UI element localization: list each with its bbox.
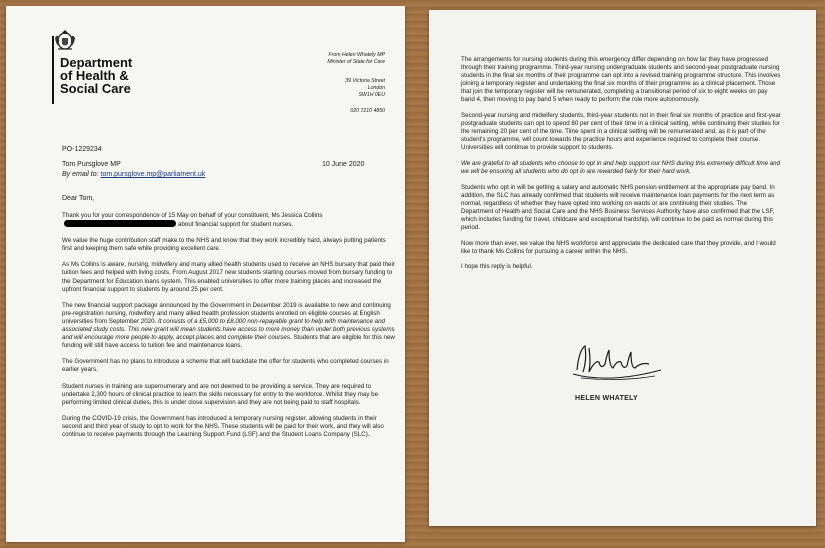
- letter-body-page1: [62, 212, 397, 447]
- paragraph: Student nurses in training are supernumerary and are not deemed to be providing a service. They are required to undertake 2,300 hours of clinical practice to learn the skills necessary for entry to the workforce. Whilst they may be performing limited clinical duties, this is under close supervision and they are not being paid to staff hospitals.: [62, 382, 379, 406]
- sender-address: [345, 78, 385, 99]
- header-rule: [52, 36, 54, 104]
- signature-image: [569, 340, 669, 384]
- paragraph: As Ms Collins is aware, nursing, midwifery and many allied health students used to receive an NHS bursary that paid their tuition fees and helped with living costs. From August 2017 new students starting courses moved from bursary funding to the Department for Education loans system. This enabled universities to offer more training places and increased the upfront financial support to students by around 25 per cent.: [62, 261, 395, 293]
- dept-line: Department: [60, 55, 133, 70]
- paragraph-text-emphasis: This new grant will mean students have access to more money than under both previous systems and will encourage more people to apply, accept places and complete their courses.: [62, 326, 395, 342]
- paragraph: Second-year nursing and midwifery students, third-year students not in their final six months of practice and first-year postgraduate students can opt to spend 80 per cent of their time in a clinical setting, while continuing their studies for the remaining 20 per cent of the time. Time spent in a clinical setting will be remunerated and, as it is part of the student's programme, will count towards the practice hours and experience required to complete their course. Universities will continue to provide support to students.: [461, 112, 781, 152]
- paragraph-text: The new financial support package announced by the Government in December 2019 is available to new and continuing pre-registration nursing, midwifery and many allied health profession students enrolled on eligible courses at English universities from September 2020.: [62, 301, 391, 325]
- paragraph: The Government has no plans to introduce a scheme that will backdate the offer for students who completed courses in earlier years.: [62, 358, 389, 374]
- address-line: London: [367, 85, 385, 91]
- sender-block: [327, 52, 385, 66]
- paragraph-text: Thank you for your correspondence of 15 May on behalf of your constituent, Ms Jessica Collins: [62, 212, 323, 219]
- letter-page-1: [6, 6, 405, 542]
- salutation: Dear Tom,: [62, 195, 95, 202]
- reference-number: PO-1229234: [62, 146, 102, 153]
- paragraph: During the COVID-19 crisis, the Government has introduced a temporary nursing register, allowing students in their second and third year of study to opt to work for the NHS. These students will be paid for their work, and they will also continue to receive payments through the Learning Support Fund (LSF) and the Student Loans Company (SLC).: [62, 414, 384, 438]
- sender-phone: 020 7210 4850: [350, 108, 385, 114]
- sender-name: From Helen Whately MP: [328, 52, 385, 58]
- paragraph: [62, 212, 397, 229]
- letter-page-2: [429, 10, 816, 526]
- royal-crest-icon: [52, 28, 78, 52]
- paragraph: We are grateful to all students who choose to opt in and help support our NHS during this extremely difficult time and we will be ensuring all students who do opt in are rewarded fairly for their hard work.: [461, 160, 781, 176]
- email-line: [62, 171, 205, 178]
- paragraph: Students who opt in will be getting a salary and automatic NHS pension entitlement at the appropriate pay band. In addition, the SLC has already confirmed that students will receive maintenance loan payments for the next term as normal, regardless of whether they have opted into working on wards or are continuing their studies. The Department of Health and Social Care and the NHS Business Services Authority have also confirmed that the LSF, which includes funding for travel, childcare and exceptional hardship, will continue to be paid as normal during this period.: [461, 183, 775, 232]
- email-label: By email to:: [62, 171, 99, 178]
- paragraph-text: about financial support for student nurses.: [178, 221, 294, 229]
- address-line: 39 Victoria Street: [345, 78, 385, 84]
- paragraph: The arrangements for nursing students during this emergency differ depending on how far they have progressed through their training programme. Third-year nursing undergraduate students and second-year postgraduate nursing students in the final six months of their programme can opt into a revised training programme structure. This involves joining a temporary register and undertaking the final six months of their programme as a clinical placement. Those that join the temporary register will be remunerated, completing a transitional period of six to eight weeks on pay band 4, then moving to pay band 5 when ready to perform the role more autonomously.: [461, 56, 781, 104]
- sender-title: Minister of State for Care: [327, 59, 385, 65]
- paragraph: I hope this reply is helpful.: [461, 263, 533, 271]
- email-link[interactable]: tom.pursglove.mp@parliament.uk: [100, 171, 206, 178]
- dept-line: Social Care: [60, 81, 131, 96]
- signatory-name: HELEN WHATELY: [575, 395, 639, 402]
- paragraph-text: Students that are eligible for this new funding will still have access to tuition fee and maintenance loans.: [62, 334, 395, 350]
- paragraph-text-emphasis: It consists of a £5,000 to £8,000 non-repayable grant to help with maintenance and associated study costs.: [62, 317, 385, 334]
- letter-body-page2: [461, 56, 781, 279]
- paragraph: We value the huge contribution staff make to the NHS and know that they work incredibly hard, always putting patients first and keeping them safe while providing excellent care.: [62, 237, 386, 253]
- redaction-bar: [64, 220, 176, 227]
- letter-date: 10 June 2020: [322, 161, 365, 168]
- dept-line: of Health &: [60, 68, 129, 83]
- recipient: Tom Pursglove MP: [62, 161, 121, 168]
- address-line: SW1H 0EU: [358, 92, 385, 98]
- paragraph: [62, 302, 397, 351]
- paragraph: Now more than ever, we value the NHS workforce and appreciate the dedicated care that they provide, and I would like to thank Ms Collins for pursuing a career within the NHS.: [461, 239, 776, 255]
- department-name: [60, 56, 132, 95]
